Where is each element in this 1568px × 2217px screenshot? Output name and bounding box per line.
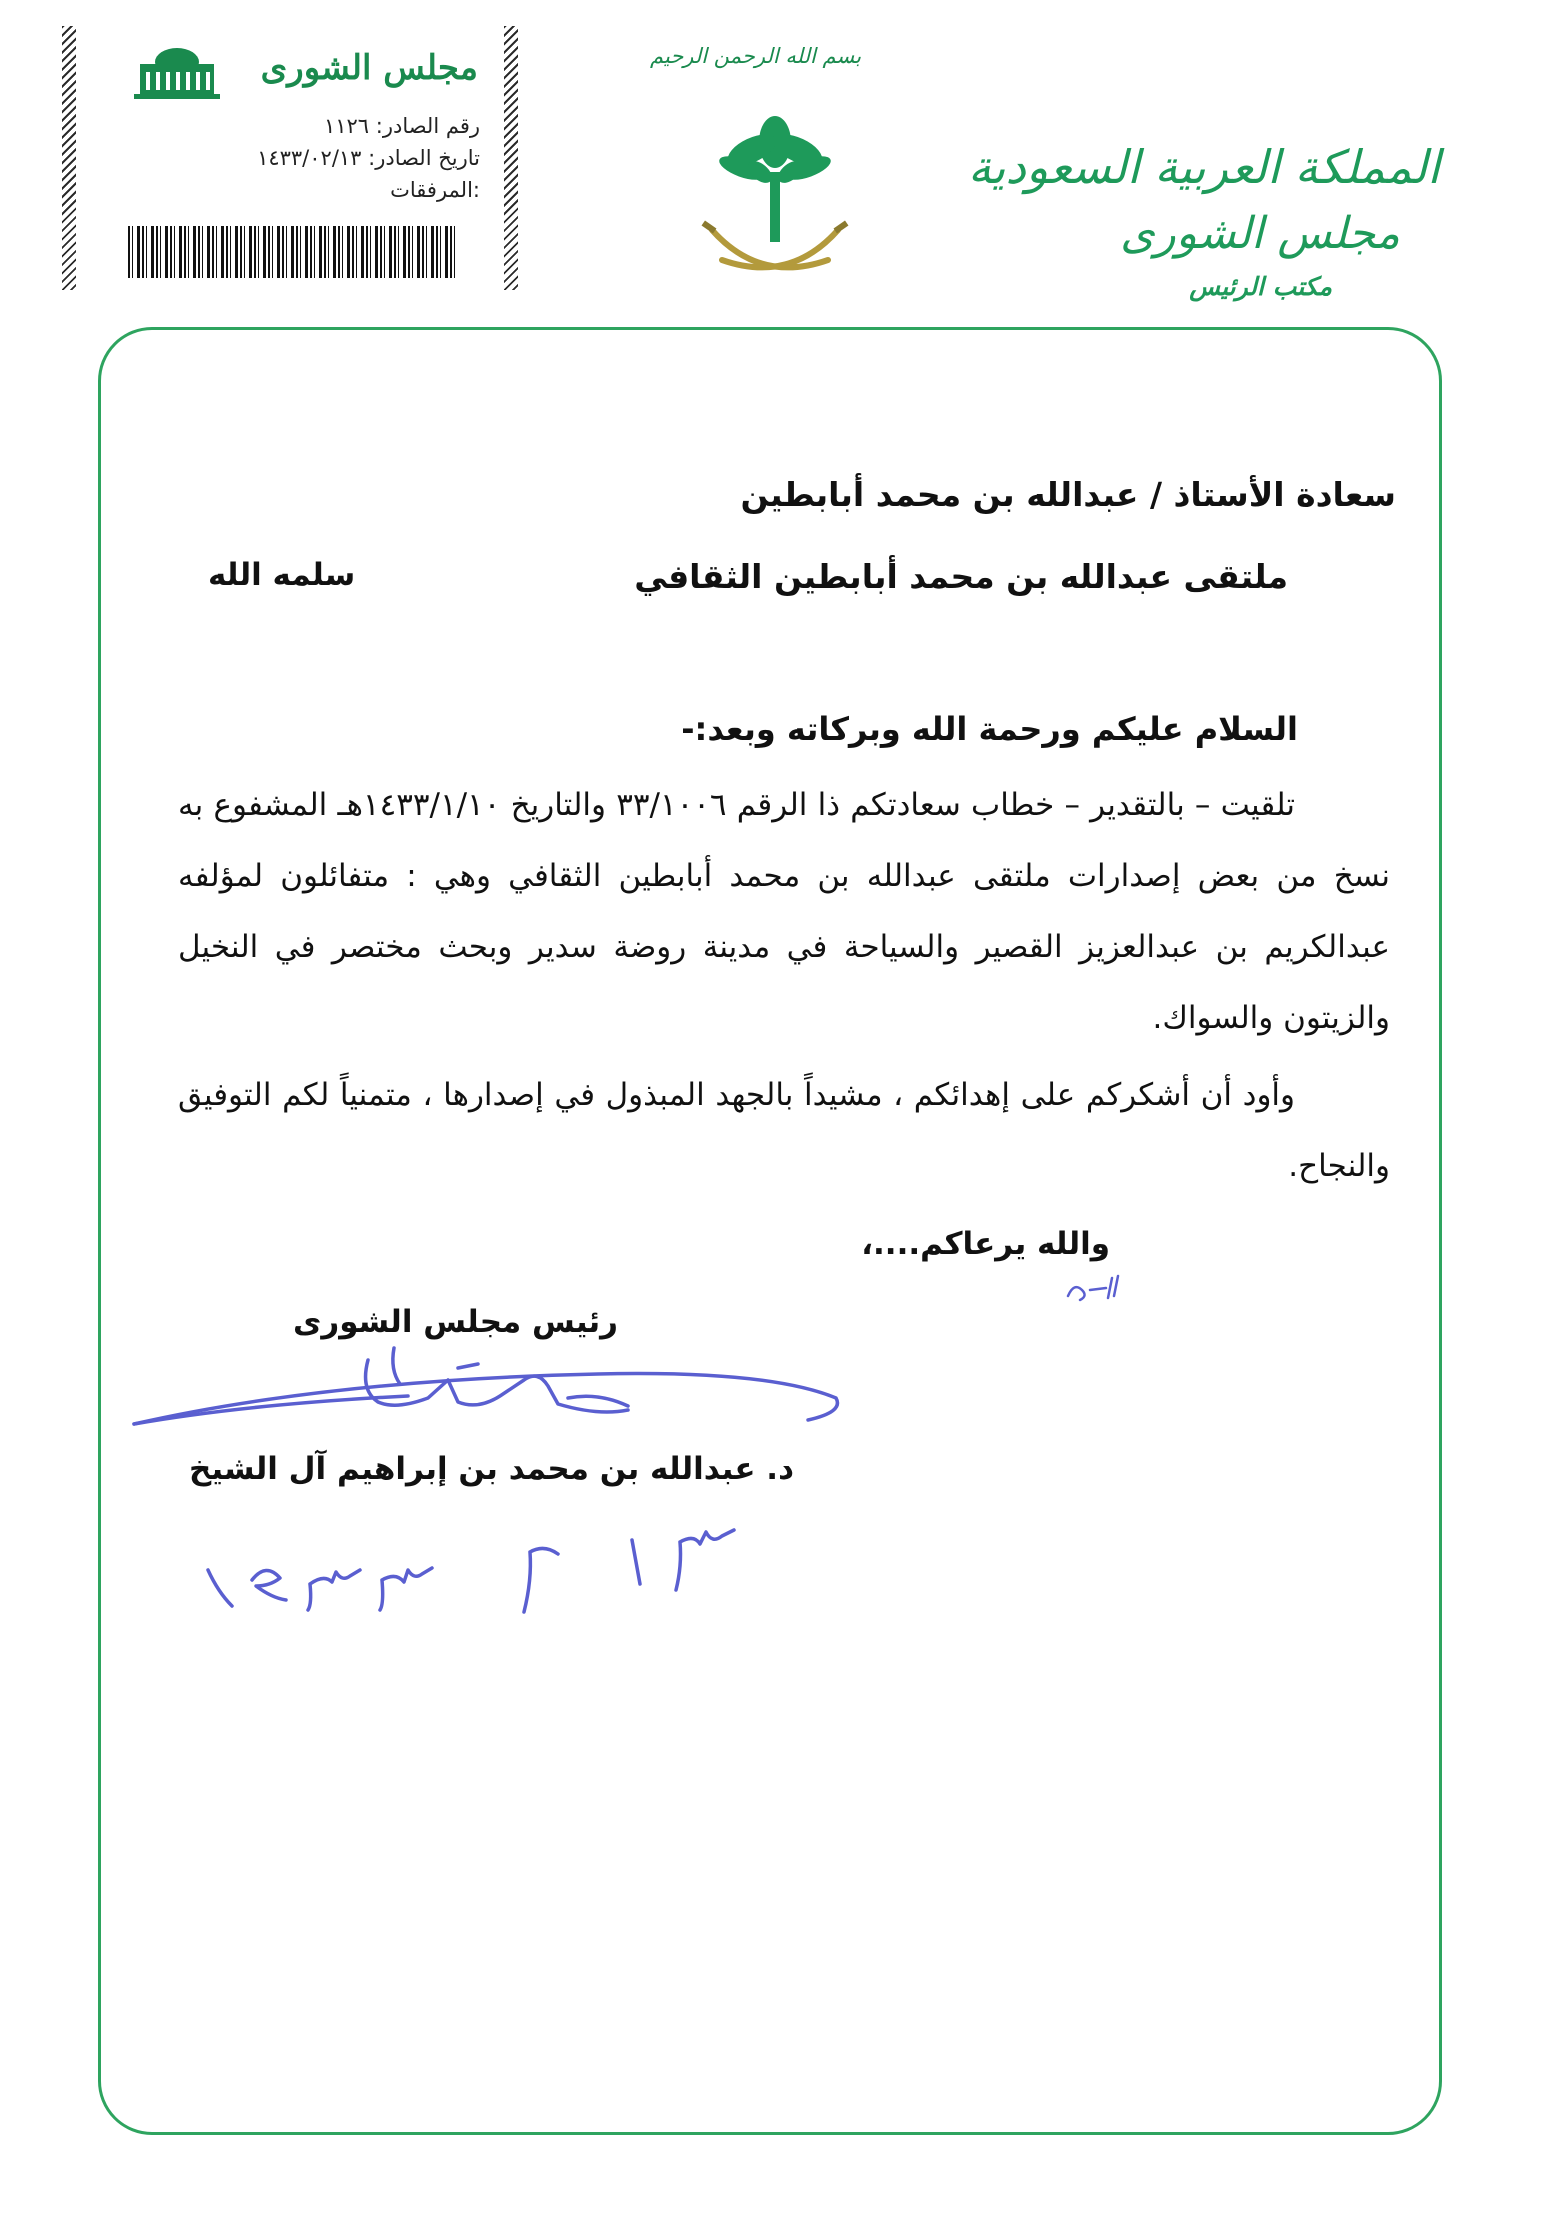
honorific: سلمه الله [208,557,356,593]
body-paragraph-1: تلقيت – بالتقدير – خطاب سعادتكم ذا الرقم ٣٣/١٠٠٦ والتاريخ ١٤٣٣/١/١٠هـ المشفوع به نسخ من بعض إصدارات ملتقى عبدالله بن محمد أبابطين الثقافي وهي : متفائلون لمؤلفه عبدالكريم بن عبدالعزيز القصير والسياحة في مدينة روضة سدير وبحث مختصر في النخيل والزيتون والسواك. [178,787,1390,1036]
stamp-border-right [504,26,518,290]
body-paragraph-2: وأود أن أشكركم على إهدائكم ، مشيداً بالجهد المبذول في إصدارها ، متمنياً لكم التوفيق والنجاح. [178,1077,1390,1184]
stamp-council-name: مجلس الشورى [260,48,478,88]
letter-frame [98,327,1442,2135]
signature [128,1340,868,1450]
outgoing-number: رقم الصادر: ١١٢٦ [323,114,480,138]
basmala: بسم الله الرحمن الرحيم [650,44,862,68]
letterhead-kingdom: المملكة العربية السعودية [968,140,1440,194]
letterhead-office: مكتب الرئيس [1189,272,1332,301]
barcode [128,226,458,278]
handwritten-date [200,1520,780,1630]
saudi-emblem-icon [700,112,850,292]
signatory-title: رئيس مجلس الشورى [292,1304,618,1340]
council-building-icon [132,42,222,102]
closing: والله يرعاكم....، [861,1226,1110,1262]
letterhead-council: مجلس الشورى [1120,208,1400,259]
signatory-name: د. عبدالله بن محمد بن إبراهيم آل الشيخ [189,1451,794,1487]
recipient-organization: ملتقى عبدالله بن محمد أبابطين الثقافي [634,557,1288,596]
reference-stamp [62,26,518,290]
handwritten-note [1060,1260,1140,1310]
greeting: السلام عليكم ورحمة الله وبركاته وبعد:- [681,710,1298,748]
recipient-name: سعادة الأستاذ / عبدالله بن محمد أبابطين [740,475,1396,514]
outgoing-date: تاريخ الصادر: ١٤٣٣/٠٢/١٣ [257,146,480,170]
attachments-label: :المرفقات [390,178,480,202]
stamp-border-left [62,26,76,290]
